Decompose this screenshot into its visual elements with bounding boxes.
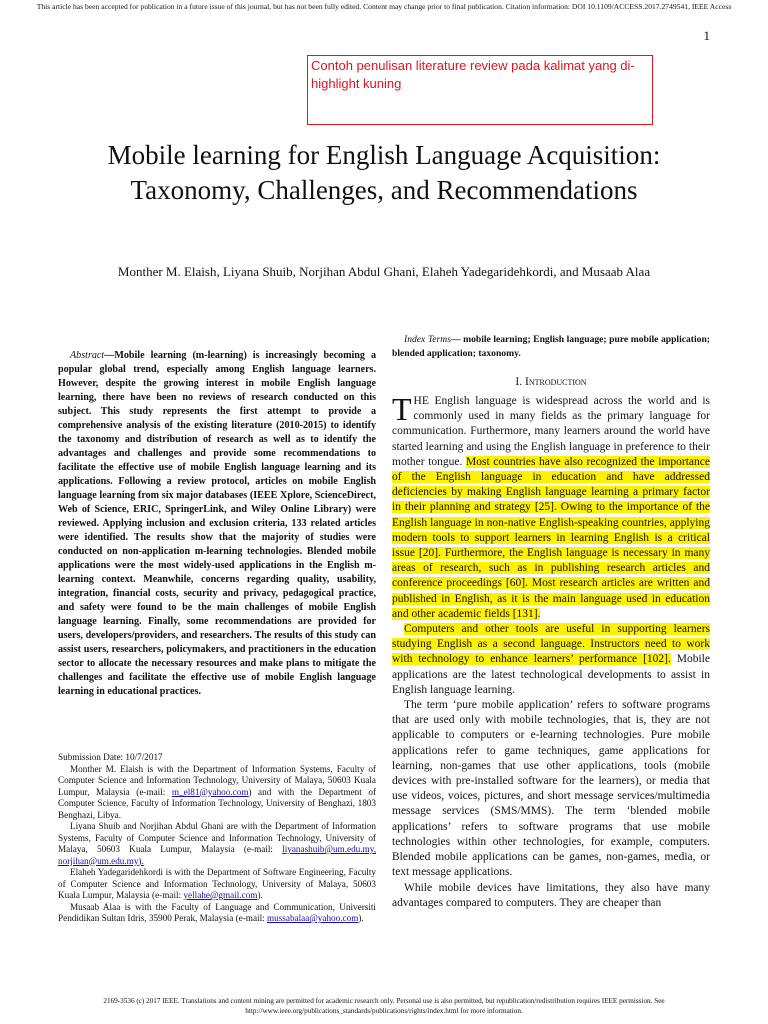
section-title: Introduction [524, 376, 587, 388]
index-terms-label: Index Terms [404, 334, 451, 345]
footnote-author23 [58, 821, 376, 867]
footnote-text: Musaab Alaa is with the Faculty of Language and Communication, Universiti Pendidikan Sultan Idris, 35900 Perak, Malaysia (e-mail: [58, 901, 376, 923]
abstract-label: Abstract [70, 350, 105, 361]
index-terms [392, 333, 710, 360]
email-link[interactable]: mussabalaa@yahoo.com [266, 913, 359, 923]
paper-title: Mobile learning for English Language Acquisition: Taxonomy, Challenges, and Recommendations [107, 140, 661, 205]
journal-notice: This article has been accepted for publication in a future issue of this journal, but has not been fully edited. Content may change prior to final publication. Citation information: DOI 10.1109/ACCESS.2017.2749541, IEEE Access [36, 2, 732, 11]
paragraph [392, 391, 710, 622]
paragraph-text: HE English language is widespread across the world and is commonly used in many fields as the primary language for communication. Furthermore, many learners around the world have started learning and using the English language in preference to their mother tongue. [392, 395, 710, 468]
annotation-box [307, 55, 653, 125]
email-link[interactable]: liyanashuib@um.edu.my, norjihan@um.edu.my). [58, 844, 376, 866]
right-column [392, 333, 710, 911]
footnote-text: Monther M. Elaish is with the Department of Information Systems, Faculty of Computer Science and Information Technology, University of Malaya, 50603 Kuala Lumpur, Malaysia (e-mail: [58, 763, 376, 797]
copyright-footer: 2169-3536 (c) 2017 IEEE. Translations and content mining are permitted for academic research only. Personal use is also permitted, but republication/redistribution requires IEEE permission. See http://www.ieee.org/publications_standards/publications/rights/index.html for more information. [103, 997, 665, 1015]
annotation-text: Contoh penulisan literature review pada kalimat yang di-highlight kuning [311, 58, 635, 91]
footnote-text: ) and with the Department of Computer Science, Faculty of Information Technology, University of Benghazi, 1803 Benghazi, Libya. [58, 786, 376, 820]
paragraph: While mobile devices have limitations, they also have many advantages compared to computers. They are cheaper than [392, 881, 710, 909]
highlighted-text: Computers and other tools are useful in supporting learners studying English as a second language. Instructors need to work with technology to enhance learners’ performance [102]. [392, 623, 710, 666]
section-number: I. [515, 376, 523, 388]
paragraph: The term ‘pure mobile application’ refers to software programs that are used only with mobile technologies, that is, they are not applicable to computers or e-learning technologies. Pure mobile applications refer to game techniques, game applications for learning, non-games that use other applications, tools (mobile devices with pre-installed software for the learners), or media that use videos, voices, pictures, and short message services/multimedia message services (SMS/MMS). The term ‘blended mobile applications’ refers to software programs that use mobile technologies within other technologies, for example, computers. Blended mobile applications can be games, non-games, media, or text message applications. [392, 699, 710, 879]
drop-cap: T [392, 391, 412, 427]
index-terms-text: — mobile learning; English language; pure mobile application; blended application; taxonomy. [392, 334, 710, 359]
footnote-text: Elaheh Yadegaridehkordi is with the Department of Software Engineering, Faculty of Computer Science and Information Technology, University of Malaya, 50603 Kuala Lumpur, Malaysia (e-mail: [58, 867, 376, 900]
submission-date: Submission Date: 10/7/2017 [58, 752, 163, 762]
abstract-text: —Mobile learning (m-learning) is increasingly becoming a popular global trend, especially among English language learners. However, despite the growing interest in mobile English language learning, there have been no reviews of research conducted on this subject. This study represents the first attempt to provide a comprehensive analysis of the existing literature (2010-2015) to identify the taxonomy and distribution of research as well as to identify the advantages and challenges and provide some recommendations to facilitate the effective use of mobile English language learning and its applications. Following a review protocol, articles on mobile English language learning from six major databases (IEEE Xplore, ScienceDirect, Web of Science, ERIC, SpringerLink, and Wiley Online Library) were reviewed. Applying inclusion and exclusion criteria, 133 related articles were identified. The results show that the majority of studies were conducted on non-application m-learning technologies. Blended mobile applications were the most widely-used applications in the English m-learning context. Meanwhile, concerns regarding quality, usability, integration, financial costs, security and privacy, pedagogical practice, and safety were found to be the main challenges of mobile English language learning. Finally, some recommendations are provided for users, developers/providers, and researchers. The results of this study can assist users, researchers, policymakers, and practitioners in the education sector to allocate the necessary resources and make plans to mitigate the challenges and facilitate the effective use of mobile English language learning in educational practices. [58, 350, 376, 697]
section-heading [392, 375, 710, 389]
abstract [58, 349, 376, 699]
email-link[interactable]: yellahe@gmail.com [183, 890, 258, 900]
footnote-author4 [58, 867, 376, 902]
paragraph-text: Mobile applications are the latest technological developments to assist in English language learning. [392, 653, 710, 696]
footnote-author5 [58, 902, 376, 925]
author-list: Monther M. Elaish, Liyana Shuib, Norjihan Abdul Ghani, Elaheh Yadegaridehkordi, and Musaab Alaa [117, 264, 651, 279]
footnote-text: Liyana Shuib and Norjihan Abdul Ghani are with the Department of Information Systems, Faculty of Computer Science and Information Technology, University of Malaya, 50603 Kuala Lumpur, Malaysia (e-mail: [58, 821, 376, 854]
paragraph [392, 622, 710, 698]
author-footnotes [58, 752, 376, 925]
introduction-body [392, 391, 710, 911]
highlighted-text: Most countries have also recognized the importance of the English language in education and have addressed deficiencies by making English language learning a primary factor in their planning and strategy [25]. Owing to the importance of the English language in non-native English-speaking countries, applying modern tools to support learners in learning English is a critical issue [20]. Furthermore, the English language is necessary in many areas of research, such as in publishing research articles and conference proceedings [60]. Most research articles are written and published in English, as it is the main language used in education and other academic fields [131]. [392, 455, 710, 620]
page-number: 1 [703, 28, 710, 43]
footnote-text: ). [358, 913, 364, 923]
email-link[interactable]: m_el81@yahoo.com [171, 786, 249, 797]
footnote-text: ). [257, 890, 263, 900]
footnote-author1 [58, 764, 376, 822]
left-column [58, 349, 376, 699]
